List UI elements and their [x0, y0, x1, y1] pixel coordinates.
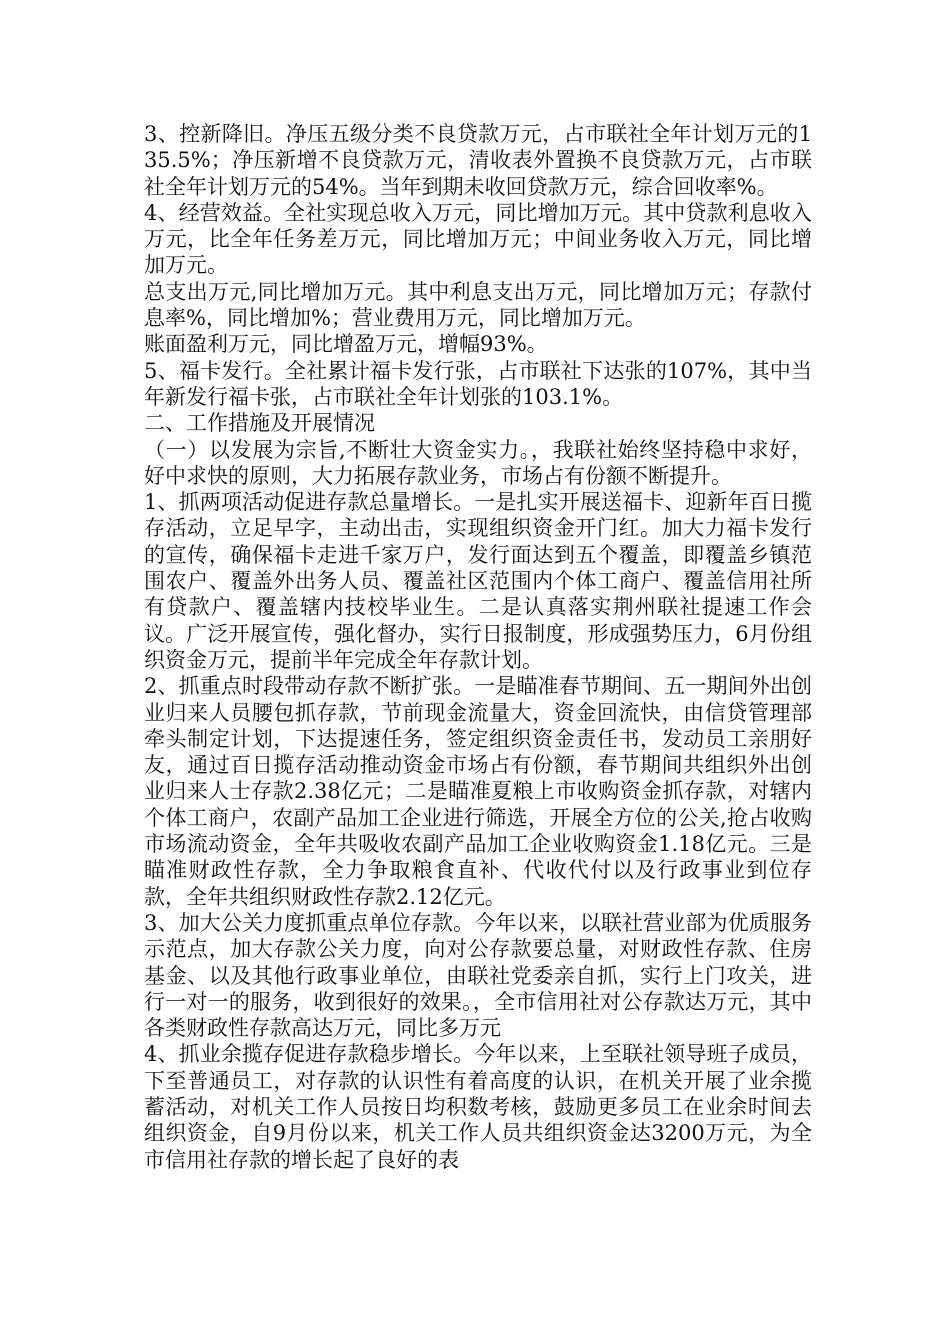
- paragraph-operating-benefit: 4、经营效益。全社实现总收入万元，同比增加万元。其中贷款利息收入万元，比全年任务差万元，同比增加万元；中间业务收入万元，同比增加万元。: [144, 200, 812, 278]
- paragraph-control-new-reduce-old: 3、控新降旧。净压五级分类不良贷款万元，占市联社全年计划万元的135.5%；净压新增不良贷款万元，清收表外置换不良贷款万元，占市联社全年计划万元的54%。当年到期未收回贷款万元，综合回收率%。: [144, 122, 812, 199]
- paragraph-total-expense: 总支出万元,同比增加万元。其中利息支出万元，同比增加万元；存款付息率%，同比增加%；营业费用万元，同比增加万元。: [144, 279, 812, 331]
- paragraph-public-relations: 3、加大公关力度抓重点单位存款。今年以来，以联社营业部为优质服务示范点，加大存款公关力度，向对公存款要总量，对财政性存款、住房基金、以及其他行政事业单位，由联社党委亲自抓，实行上门攻关，进行一对一的服务，收到很好的效果。，全市信用社对公存款达万元，其中各类财政性存款高达万元，同比多万元: [144, 910, 812, 1041]
- paragraph-development-purpose: （一）以发展为宗旨,不断壮大资金实力。，我联社始终坚持稳中求好，好中求快的原则，大力拓展存款业务，市场占有份额不断提升。: [144, 437, 812, 488]
- paragraph-two-activities: 1、抓两项活动促进存款总量增长。一是扎实开展送福卡、迎新年百日揽存活动，立足早字，主动出击，实现组织资金开门红。加大力福卡发行的宣传，确保福卡走进千家万户，发行面达到五个覆盖，即覆盖乡镇范围农户、覆盖外出务人员、覆盖社区范围内个体工商户、覆盖信用社所有贷款户、覆盖辖内技校毕业生。二是认真落实荆州联社提速工作会议。广泛开展宣传，强化督办，实行日报制度，形成强势压力，6月份组织资金万元，提前半年完成全年存款计划。: [144, 490, 812, 672]
- paragraph-key-periods: 2、抓重点时段带动存款不断扩张。一是瞄准春节期间、五一期间外出创业归来人员腰包抓存款，节前现金流量大，资金回流快，由信贷管理部牵头制定计划，下达提速任务，签定组织资金责任书，发动员工亲朋好友，通过百日揽存活动推动资金市场占有份额，春节期间共组织外出创业归来人士存款2.38亿元；二是瞄准夏粮上市收购资金抓存款，对辖内个体工商户，农副产品加工企业进行筛选，开展全方位的公关,抢占收购市场流动资金，全年共吸收农副产品加工企业收购资金1.18亿元。三是瞄准财政性存款，全力争取粮食直补、代收代付以及行政事业到位存款，全年共组织财政性存款2.12亿元。: [144, 674, 812, 909]
- section-heading-work-measures: 二、工作措施及开展情况: [144, 411, 375, 436]
- paragraph-book-profit: 账面盈利万元，同比增盈万元，增幅93%。: [144, 332, 548, 357]
- paragraph-card-issuance: 5、福卡发行。全社累计福卡发行张，占市联社下达张的107%，其中当年新发行福卡张，占市联社全年计划张的103.1%。: [144, 358, 812, 409]
- document-body: [144, 121, 812, 1173]
- paragraph-spare-time-deposits: 4、抓业余揽存促进存款稳步增长。今年以来，上至联社领导班子成员，下至普通员工，对存款的认识性有着高度的认识，在机关开展了业余揽蓄活动，对机关工作人员按日均积数考核，鼓励更多员工在业余时间去组织资金，自9月份以来，机关工作人员共组织资金达3200万元，为全市信用社存款的增长起了良好的表: [144, 1042, 812, 1172]
